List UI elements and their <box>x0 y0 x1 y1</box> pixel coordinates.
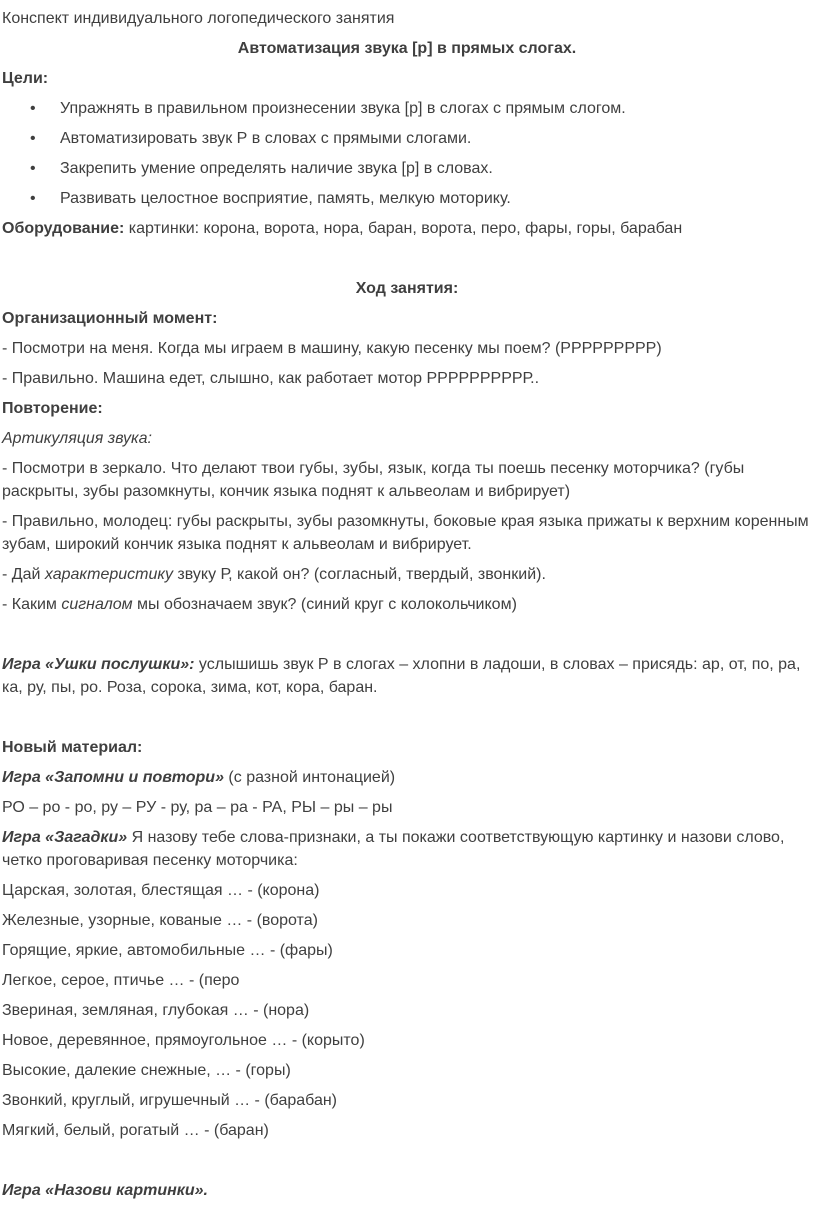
paragraph <box>2 653 812 699</box>
text-run: - Посмотри в зеркало. Что делают твои губы, зубы, язык, когда ты поешь песенку моторчика? (губы раскрыты, зубы разомкнуты, кончик языка поднят к альвеолам и вибрирует) <box>2 460 749 500</box>
text-run: Игра «Назови картинки». <box>2 1182 208 1199</box>
paragraph <box>2 969 812 992</box>
text-run: РО – ро - ро, ру – РУ - ру, ра – ра - РА, РЫ – ры – ры <box>2 799 393 816</box>
paragraph <box>2 457 812 503</box>
paragraph-spacer <box>2 623 812 646</box>
paragraph <box>2 939 812 962</box>
bullet-list-item <box>2 187 812 210</box>
text-run: характеристику <box>44 566 173 583</box>
paragraph <box>2 1179 812 1202</box>
text-run: - Правильно, молодец: губы раскрыты, зубы разомкнуты, боковые края языка прижаты к верхним коренным зубам, широкий кончик языка поднят к альвеолам и вибрирует. <box>2 513 814 553</box>
paragraph <box>2 307 812 330</box>
text-run: - Правильно. Машина едет, слышно, как работает мотор РРРРРРРРРР.. <box>2 370 540 387</box>
bullet-icon: • <box>30 130 36 147</box>
paragraph <box>2 1029 812 1052</box>
paragraph-spacer <box>2 706 812 729</box>
text-run: сигналом <box>61 596 133 613</box>
text-run: Звериная, земляная, глубокая … - (нора) <box>2 1002 310 1019</box>
bullet-icon: • <box>30 190 36 207</box>
text-run: Автоматизация звука [р] в прямых слогах. <box>237 40 577 57</box>
text-run: Высокие, далекие снежные, … - (горы) <box>2 1062 291 1079</box>
text-run: - Каким <box>2 596 62 613</box>
paragraph <box>2 879 812 902</box>
paragraph <box>2 736 812 759</box>
text-run: Повторение: <box>2 400 103 417</box>
paragraph <box>2 337 812 360</box>
text-run: мы обозначаем звук? (синий круг с колокольчиком) <box>132 596 517 613</box>
text-run: Конспект индивидуального логопедического занятия <box>2 10 395 27</box>
text-run: Автоматизировать звук Р в словах с прямыми слогами. <box>60 130 472 147</box>
text-run: Легкое, серое, птичье … - (перо <box>2 972 240 989</box>
paragraph <box>2 563 812 586</box>
text-run: Звонкий, круглый, игрушечный … - (барабан) <box>2 1092 337 1109</box>
text-run: Закрепить умение определять наличие звука [р] в словах. <box>60 160 493 177</box>
text-run: - Дай <box>2 566 45 583</box>
paragraph <box>2 1059 812 1082</box>
text-run: Игра «Ушки послушки»: <box>2 656 195 673</box>
text-run: Царская, золотая, блестящая … - (корона) <box>2 882 320 899</box>
text-run: Мягкий, белый, рогатый … - (баран) <box>2 1122 269 1139</box>
text-run: Развивать целостное восприятие, память, мелкую моторику. <box>60 190 511 207</box>
paragraph <box>2 427 812 450</box>
paragraph <box>2 217 812 240</box>
text-run: картинки: корона, ворота, нора, баран, ворота, перо, фары, горы, барабан <box>124 220 683 237</box>
text-run: Организационный момент: <box>2 310 218 327</box>
text-run: Железные, узорные, кованые … - (ворота) <box>2 912 318 929</box>
text-run: Игра «Запомни и повтори» <box>2 769 224 786</box>
text-run: Оборудование: <box>2 220 125 237</box>
bullet-list-item <box>2 127 812 150</box>
paragraph <box>2 766 812 789</box>
text-run: Цели: <box>2 70 49 87</box>
text-run: Горящие, яркие, автомобильные … - (фары) <box>2 942 333 959</box>
text-run: Ход занятия: <box>355 280 459 297</box>
paragraph <box>2 37 812 60</box>
bullet-list-item <box>2 97 812 120</box>
paragraph <box>2 909 812 932</box>
paragraph <box>2 277 812 300</box>
text-run: звуку Р, какой он? (согласный, твердый, звонкий). <box>172 566 546 583</box>
bullet-icon: • <box>30 160 36 177</box>
text-run: Игра «Загадки» <box>2 829 128 846</box>
text-run: Я назову тебе слова-признаки, а ты покажи соответствующую картинку и назови слово, четко проговаривая песенку моторчика: <box>2 829 789 869</box>
paragraph <box>2 367 812 390</box>
paragraph <box>2 67 812 90</box>
bullet-icon: • <box>30 100 36 117</box>
text-run: Новое, деревянное, прямоугольное … - (корыто) <box>2 1032 365 1049</box>
text-run: (с разной интонацией) <box>223 769 396 786</box>
text-run: Упражнять в правильном произнесении звука [р] в слогах с прямым слогом. <box>60 100 626 117</box>
paragraph-spacer <box>2 247 812 270</box>
text-run: - Посмотри на меня. Когда мы играем в машину, какую песенку мы поем? (РРРРРРРРР) <box>2 340 662 357</box>
paragraph <box>2 1089 812 1112</box>
paragraph <box>2 999 812 1022</box>
paragraph-spacer <box>2 1149 812 1172</box>
text-run: Новый материал: <box>2 739 143 756</box>
paragraph <box>2 593 812 616</box>
paragraph <box>2 796 812 819</box>
paragraph <box>2 1119 812 1142</box>
text-run: Артикуляция звука: <box>2 430 152 447</box>
paragraph <box>2 510 812 556</box>
paragraph <box>2 826 812 872</box>
bullet-list-item <box>2 157 812 180</box>
paragraph <box>2 397 812 420</box>
text-run: услышишь звук Р в слогах – хлопни в ладоши, в словах – присядь: ар, от, по, ра, ка, ру, пы, ро. Роза, сорока, зима, кот, кора, баран. <box>2 656 805 696</box>
paragraph <box>2 7 812 30</box>
